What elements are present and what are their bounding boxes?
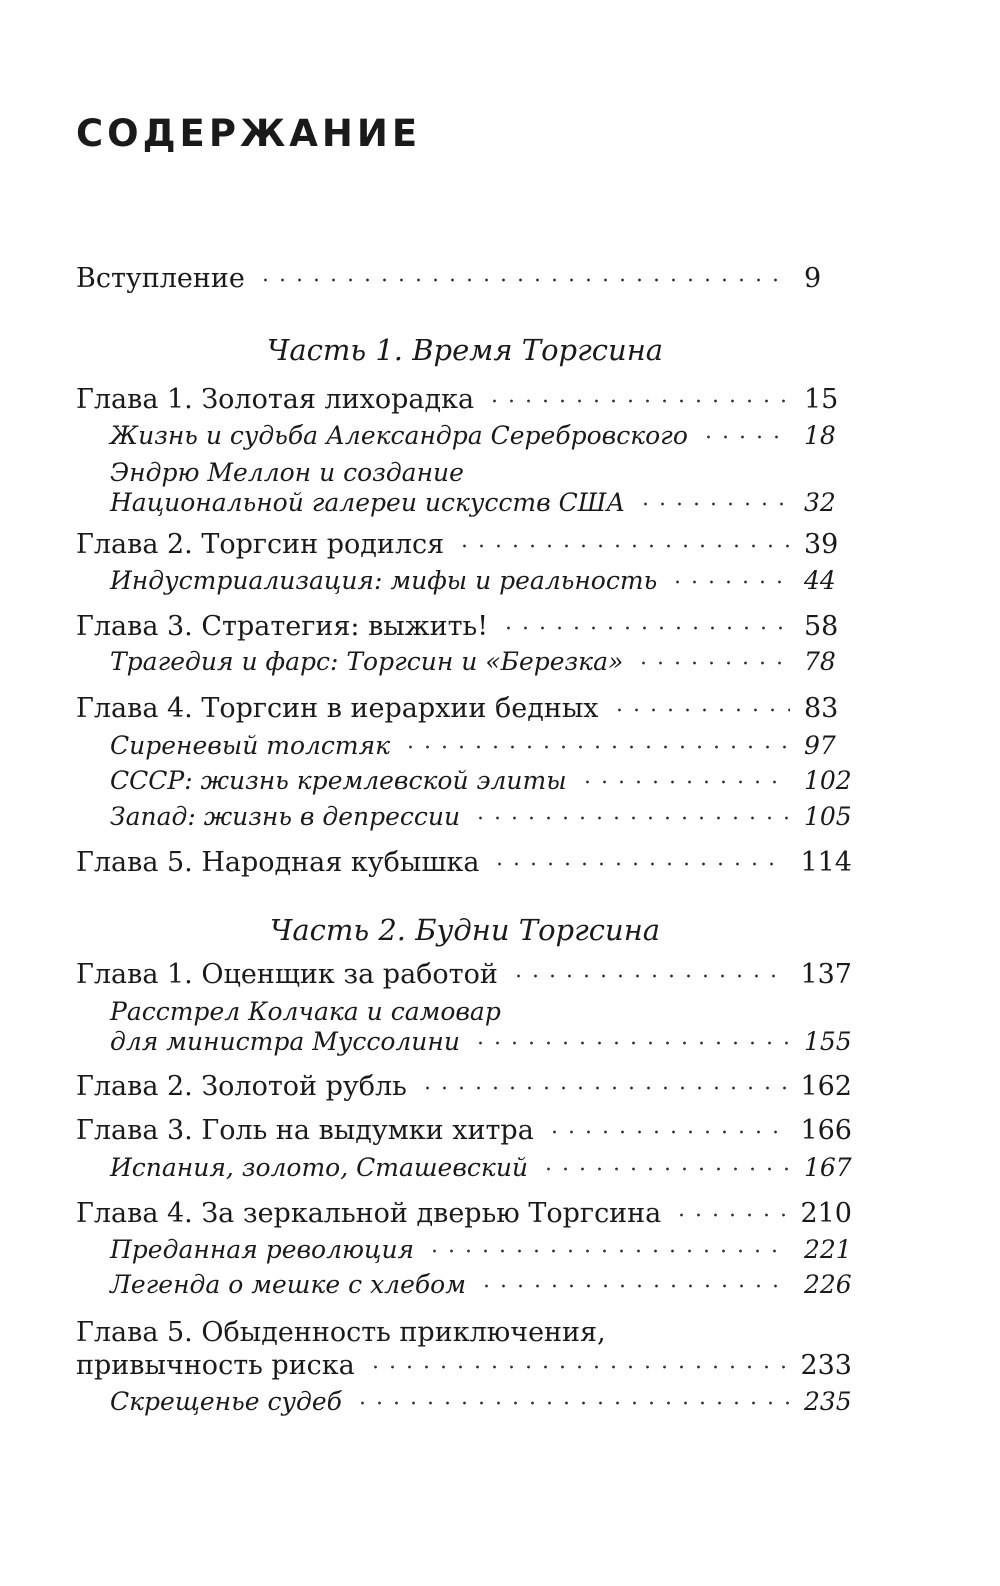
toc-chapter-line: Глава 5. Обыденность приключения, — [76, 1317, 606, 1348]
dot-leader — [673, 1208, 786, 1222]
toc-section — [110, 764, 852, 798]
dot-leader — [402, 740, 790, 754]
toc-entry-page: 162 — [800, 1071, 852, 1102]
toc-chapter — [76, 1349, 852, 1383]
toc-entry-page: 167 — [804, 1153, 852, 1182]
toc-chapter — [76, 958, 852, 992]
toc-entry-page: 18 — [804, 421, 836, 450]
toc-entry-page: 102 — [804, 766, 852, 795]
dot-leader — [700, 430, 790, 444]
dot-leader — [500, 621, 790, 635]
toc-section — [110, 1025, 852, 1059]
dot-leader — [478, 1279, 790, 1293]
toc-entry-label: для министра Муссолини — [110, 1027, 460, 1056]
dot-leader — [491, 857, 786, 871]
toc-entry-page: 226 — [804, 1270, 852, 1299]
dot-leader — [486, 394, 790, 408]
page-title: СОДЕРЖАНИЕ — [76, 112, 422, 155]
toc-entry-page: 114 — [800, 847, 852, 878]
toc-entry-page: 210 — [800, 1198, 852, 1229]
toc-entry-label: Национальной галереи искусств США — [110, 488, 626, 517]
toc-entry-page: 105 — [804, 802, 852, 831]
dot-leader — [472, 1036, 790, 1050]
dot-leader — [669, 575, 790, 589]
toc-entry-label: Преданная революция — [110, 1235, 415, 1264]
dot-leader — [419, 1081, 787, 1095]
toc-entry-page: 15 — [804, 384, 839, 415]
dot-leader — [540, 1162, 790, 1176]
dot-leader — [367, 1360, 787, 1374]
toc-chapter — [76, 610, 852, 644]
toc-section — [110, 1233, 852, 1267]
toc-entry-label: Глава 2. Золотой рубль — [76, 1071, 407, 1102]
dot-leader — [426, 1244, 790, 1258]
toc-entry-page: 78 — [804, 647, 836, 676]
dot-leader — [579, 775, 790, 789]
toc-entry-page: 58 — [804, 611, 839, 642]
toc-entry-page: 83 — [804, 693, 839, 724]
toc-entry-label: Глава 4. За зеркальной дверью Торгсина — [76, 1198, 662, 1229]
toc-entry-page: 235 — [804, 1387, 852, 1416]
toc-chapter — [76, 1197, 852, 1231]
toc-entry-page: 97 — [804, 731, 836, 760]
toc-entry-label: Запад: жизнь в депрессии — [110, 802, 461, 831]
toc-entry-page: 44 — [804, 566, 836, 595]
toc-entry-page: 155 — [804, 1027, 852, 1056]
toc-chapter — [76, 846, 852, 880]
toc-entry-page: 137 — [800, 959, 852, 990]
toc-entry-label: Вступление — [76, 263, 245, 294]
toc-entry-label: Глава 2. Торгсин родился — [76, 529, 445, 560]
dot-leader — [456, 539, 790, 553]
toc-section — [110, 1151, 852, 1185]
toc-entry-page: 166 — [800, 1115, 852, 1146]
toc-entry-label: Трагедия и фарс: Торгсин и «Березка» — [110, 647, 624, 676]
dot-leader — [637, 497, 790, 511]
toc-section — [110, 486, 852, 520]
dot-leader — [510, 969, 787, 983]
toc-entry-label: Скрещенье судеб — [110, 1387, 342, 1416]
dot-leader — [635, 656, 790, 670]
part-1-heading: Часть 1. Время Торгсина — [266, 333, 664, 367]
toc-section — [110, 564, 852, 598]
toc-entry-page: 221 — [804, 1235, 852, 1264]
toc-entry-label: СССР: жизнь кремлевской элиты — [110, 766, 567, 795]
toc-entry-label: Глава 1. Золотая лихорадка — [76, 384, 475, 415]
toc-entry-label: Глава 1. Оценщик за работой — [76, 959, 498, 990]
toc-entry-label: Глава 3. Голь на выдумки хитра — [76, 1115, 534, 1146]
toc-entry-label: Жизнь и судьба Александра Серебровского — [110, 421, 688, 450]
toc-section — [110, 419, 852, 453]
dot-leader — [472, 811, 790, 825]
toc-entry-label: Испания, золото, Сташевский — [110, 1153, 529, 1182]
toc-entry-page: 233 — [800, 1350, 852, 1381]
toc-entry-label: Индустриализация: мифы и реальность — [110, 566, 658, 595]
dot-leader — [354, 1396, 790, 1410]
toc-section — [110, 729, 852, 763]
toc-chapter — [76, 692, 852, 726]
toc-entry-label: Глава 4. Торгсин в иерархии бедных — [76, 693, 599, 724]
toc-entry-page: 9 — [804, 263, 822, 294]
toc-entry-label: Глава 5. Народная кубышка — [76, 847, 480, 878]
toc-chapter — [76, 1114, 852, 1148]
toc-entry-page: 32 — [804, 488, 836, 517]
toc-section-line: Эндрю Меллон и создание — [110, 458, 464, 487]
toc-chapter — [76, 1070, 852, 1104]
toc-section — [110, 1385, 852, 1419]
part-2-heading: Часть 2. Будни Торгсина — [269, 913, 661, 947]
toc-entry-page: 39 — [804, 529, 839, 560]
toc-section — [110, 645, 852, 679]
toc-entry-label: привычность риска — [76, 1350, 355, 1381]
toc-section — [110, 800, 852, 834]
toc-entry-intro — [76, 262, 852, 296]
toc-section-line: Расстрел Колчака и самовар — [110, 997, 501, 1026]
toc-section — [110, 1268, 852, 1302]
toc-entry-label: Легенда о мешке с хлебом — [110, 1270, 466, 1299]
toc-chapter — [76, 383, 852, 417]
dot-leader — [546, 1125, 787, 1139]
toc-chapter — [76, 528, 852, 562]
toc-entry-label: Сиреневый толстяк — [110, 731, 391, 760]
toc-entry-label: Глава 3. Стратегия: выжить! — [76, 611, 489, 642]
dot-leader — [611, 703, 790, 717]
dot-leader — [257, 273, 790, 287]
